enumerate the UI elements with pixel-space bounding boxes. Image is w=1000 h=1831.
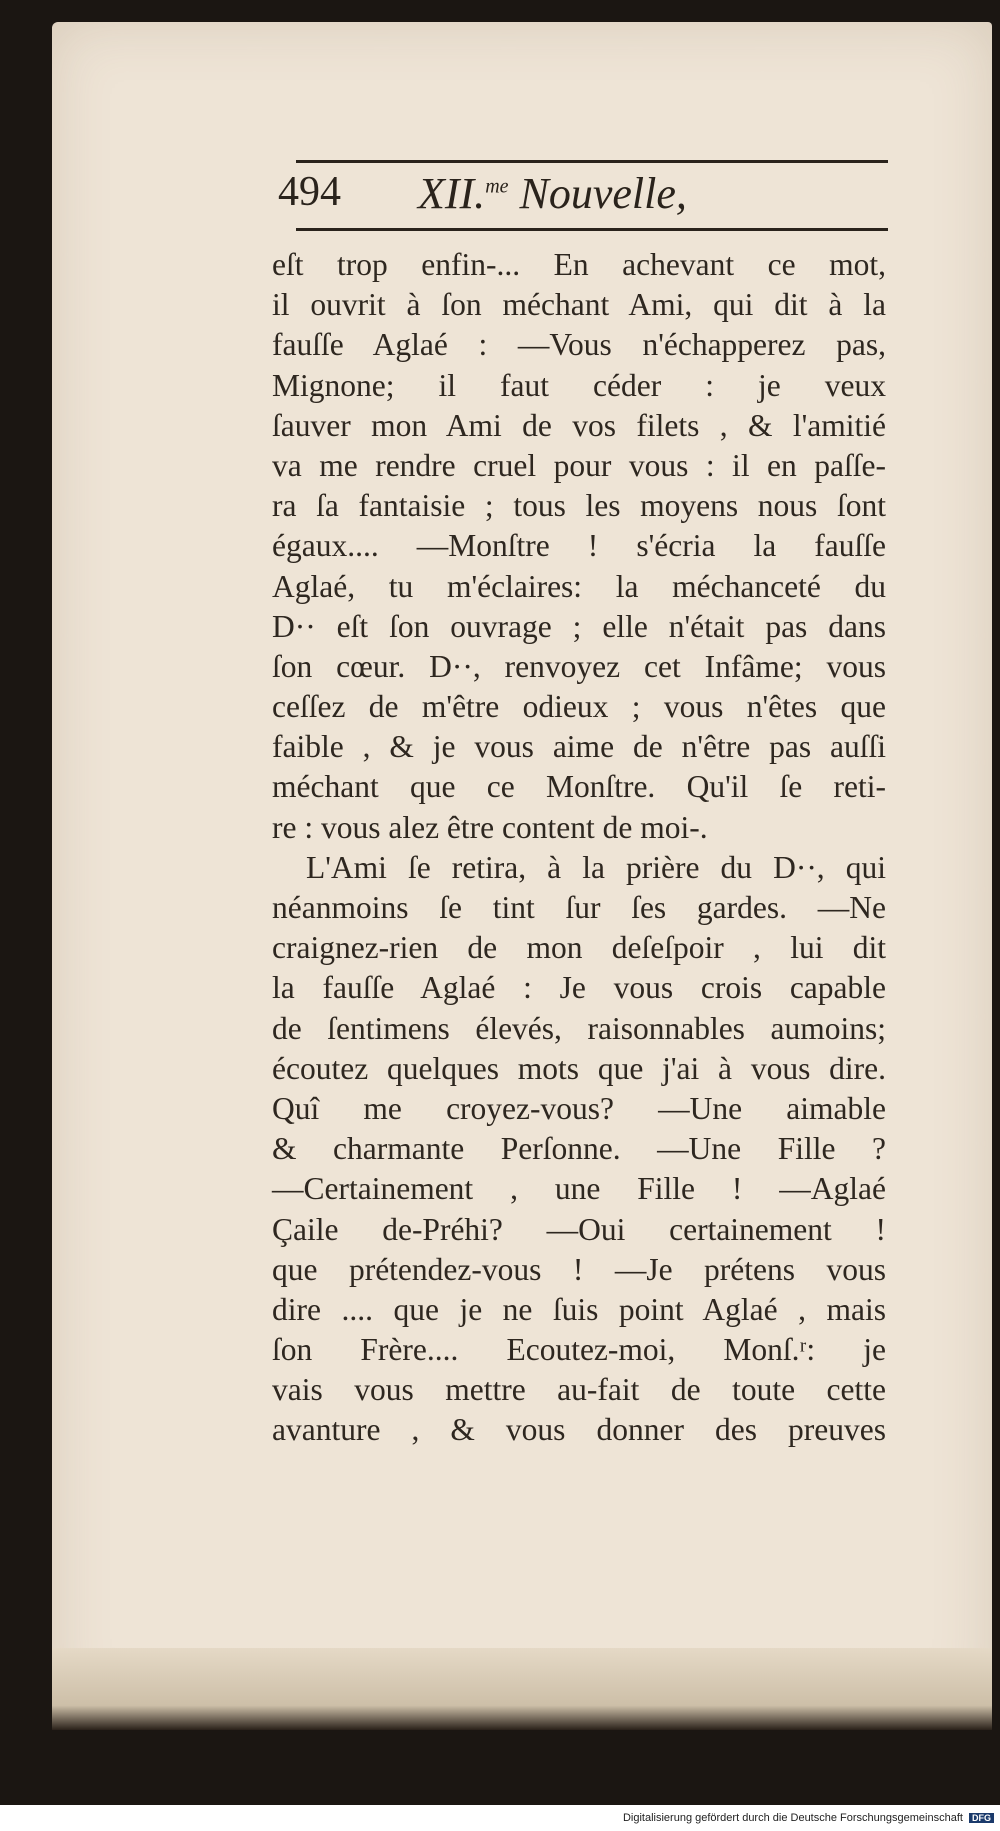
text-line: Çaile de-Préhi? —Oui certainement ! xyxy=(272,1211,886,1247)
text-line: & charmante Perſonne. —Une Fille ? xyxy=(272,1131,886,1167)
text-line: ra ſa fantaisie ; tous les moyens nous ſont xyxy=(272,488,886,524)
text-line: Mignone; il faut céder : je veux xyxy=(272,367,886,403)
running-title xyxy=(418,168,687,219)
header-top-rule xyxy=(296,160,888,163)
text-line: écoutez quelques mots que j'ai à vous dire. xyxy=(272,1050,886,1086)
running-title-superscript: me xyxy=(485,175,509,198)
text-line: fauſſe Aglaé : —Vous n'échapperez pas, xyxy=(272,327,886,363)
dfg-logo: DFG xyxy=(969,1813,994,1823)
running-title-word: Nouvelle, xyxy=(508,169,687,218)
page-bottom-edge xyxy=(52,1648,992,1730)
text-line: néanmoins ſe tint ſur ſes gardes. —Ne xyxy=(272,890,886,925)
header-bottom-rule xyxy=(296,228,888,231)
text-line: il ouvrit à ſon méchant Ami, qui dit à la xyxy=(272,287,886,323)
text-line: D·· eſt ſon ouvrage ; elle n'était pas dans xyxy=(272,608,886,644)
text-line: de ſentimens élevés, raisonnables aumoins; xyxy=(272,1010,886,1046)
text-line: faible , & je vous aime de n'être pas auſſi xyxy=(272,729,886,765)
text-line: ſon cœur. D··, renvoyez cet Infâme; vous xyxy=(272,648,886,684)
text-line: Quî me croyez-vous? —Une aimable xyxy=(272,1090,886,1126)
text-line-paragraph-end: re : vous alez être content de moi-. xyxy=(272,809,708,845)
page-header xyxy=(278,168,888,218)
text-line: égaux.... —Monſtre ! s'écria la fauſſe xyxy=(272,528,886,564)
text-line: méchant que ce Monſtre. Qu'il ſe reti- xyxy=(272,769,886,805)
digitization-credit xyxy=(623,1812,994,1824)
text-line: dire .... que je ne ſuis point Aglaé , mais xyxy=(272,1291,886,1327)
page-number: 494 xyxy=(278,169,341,215)
text-line: Aglaé, tu m'éclaires: la méchanceté du xyxy=(272,568,886,604)
text-line: ſon Frère.... Ecoutez-moi, Monſ.ʳ: je xyxy=(272,1332,886,1368)
text-line: avanture , & vous donner des preuves xyxy=(272,1412,886,1448)
text-line: eſt trop enfin-... En achevant ce mot, xyxy=(272,247,886,282)
text-line: ceſſez de m'être odieux ; vous n'êtes que xyxy=(272,689,886,725)
text-line: vais vous mettre au-fait de toute cette xyxy=(272,1372,886,1408)
text-line: la fauſſe Aglaé : Je vous crois capable xyxy=(272,970,886,1006)
credit-text: Digitalisierung gefördert durch die Deutsche Forschungsgemeinschaft xyxy=(622,1812,963,1824)
text-line: que prétendez-vous ! —Je prétens vous xyxy=(272,1251,886,1287)
text-line: ſauver mon Ami de vos filets , & l'amitié xyxy=(272,407,886,443)
text-line-paragraph-start: L'Ami ſe retira, à la prière du D··, qui xyxy=(306,849,886,885)
body-text xyxy=(272,245,886,1451)
running-title-numeral: XII. xyxy=(418,169,486,218)
text-line: —Certainement , une Fille ! —Aglaé xyxy=(272,1171,886,1207)
text-line: craignez-rien de mon deſeſpoir , lui dit xyxy=(272,930,886,966)
text-line: va me rendre cruel pour vous : il en paſſe- xyxy=(272,447,886,483)
